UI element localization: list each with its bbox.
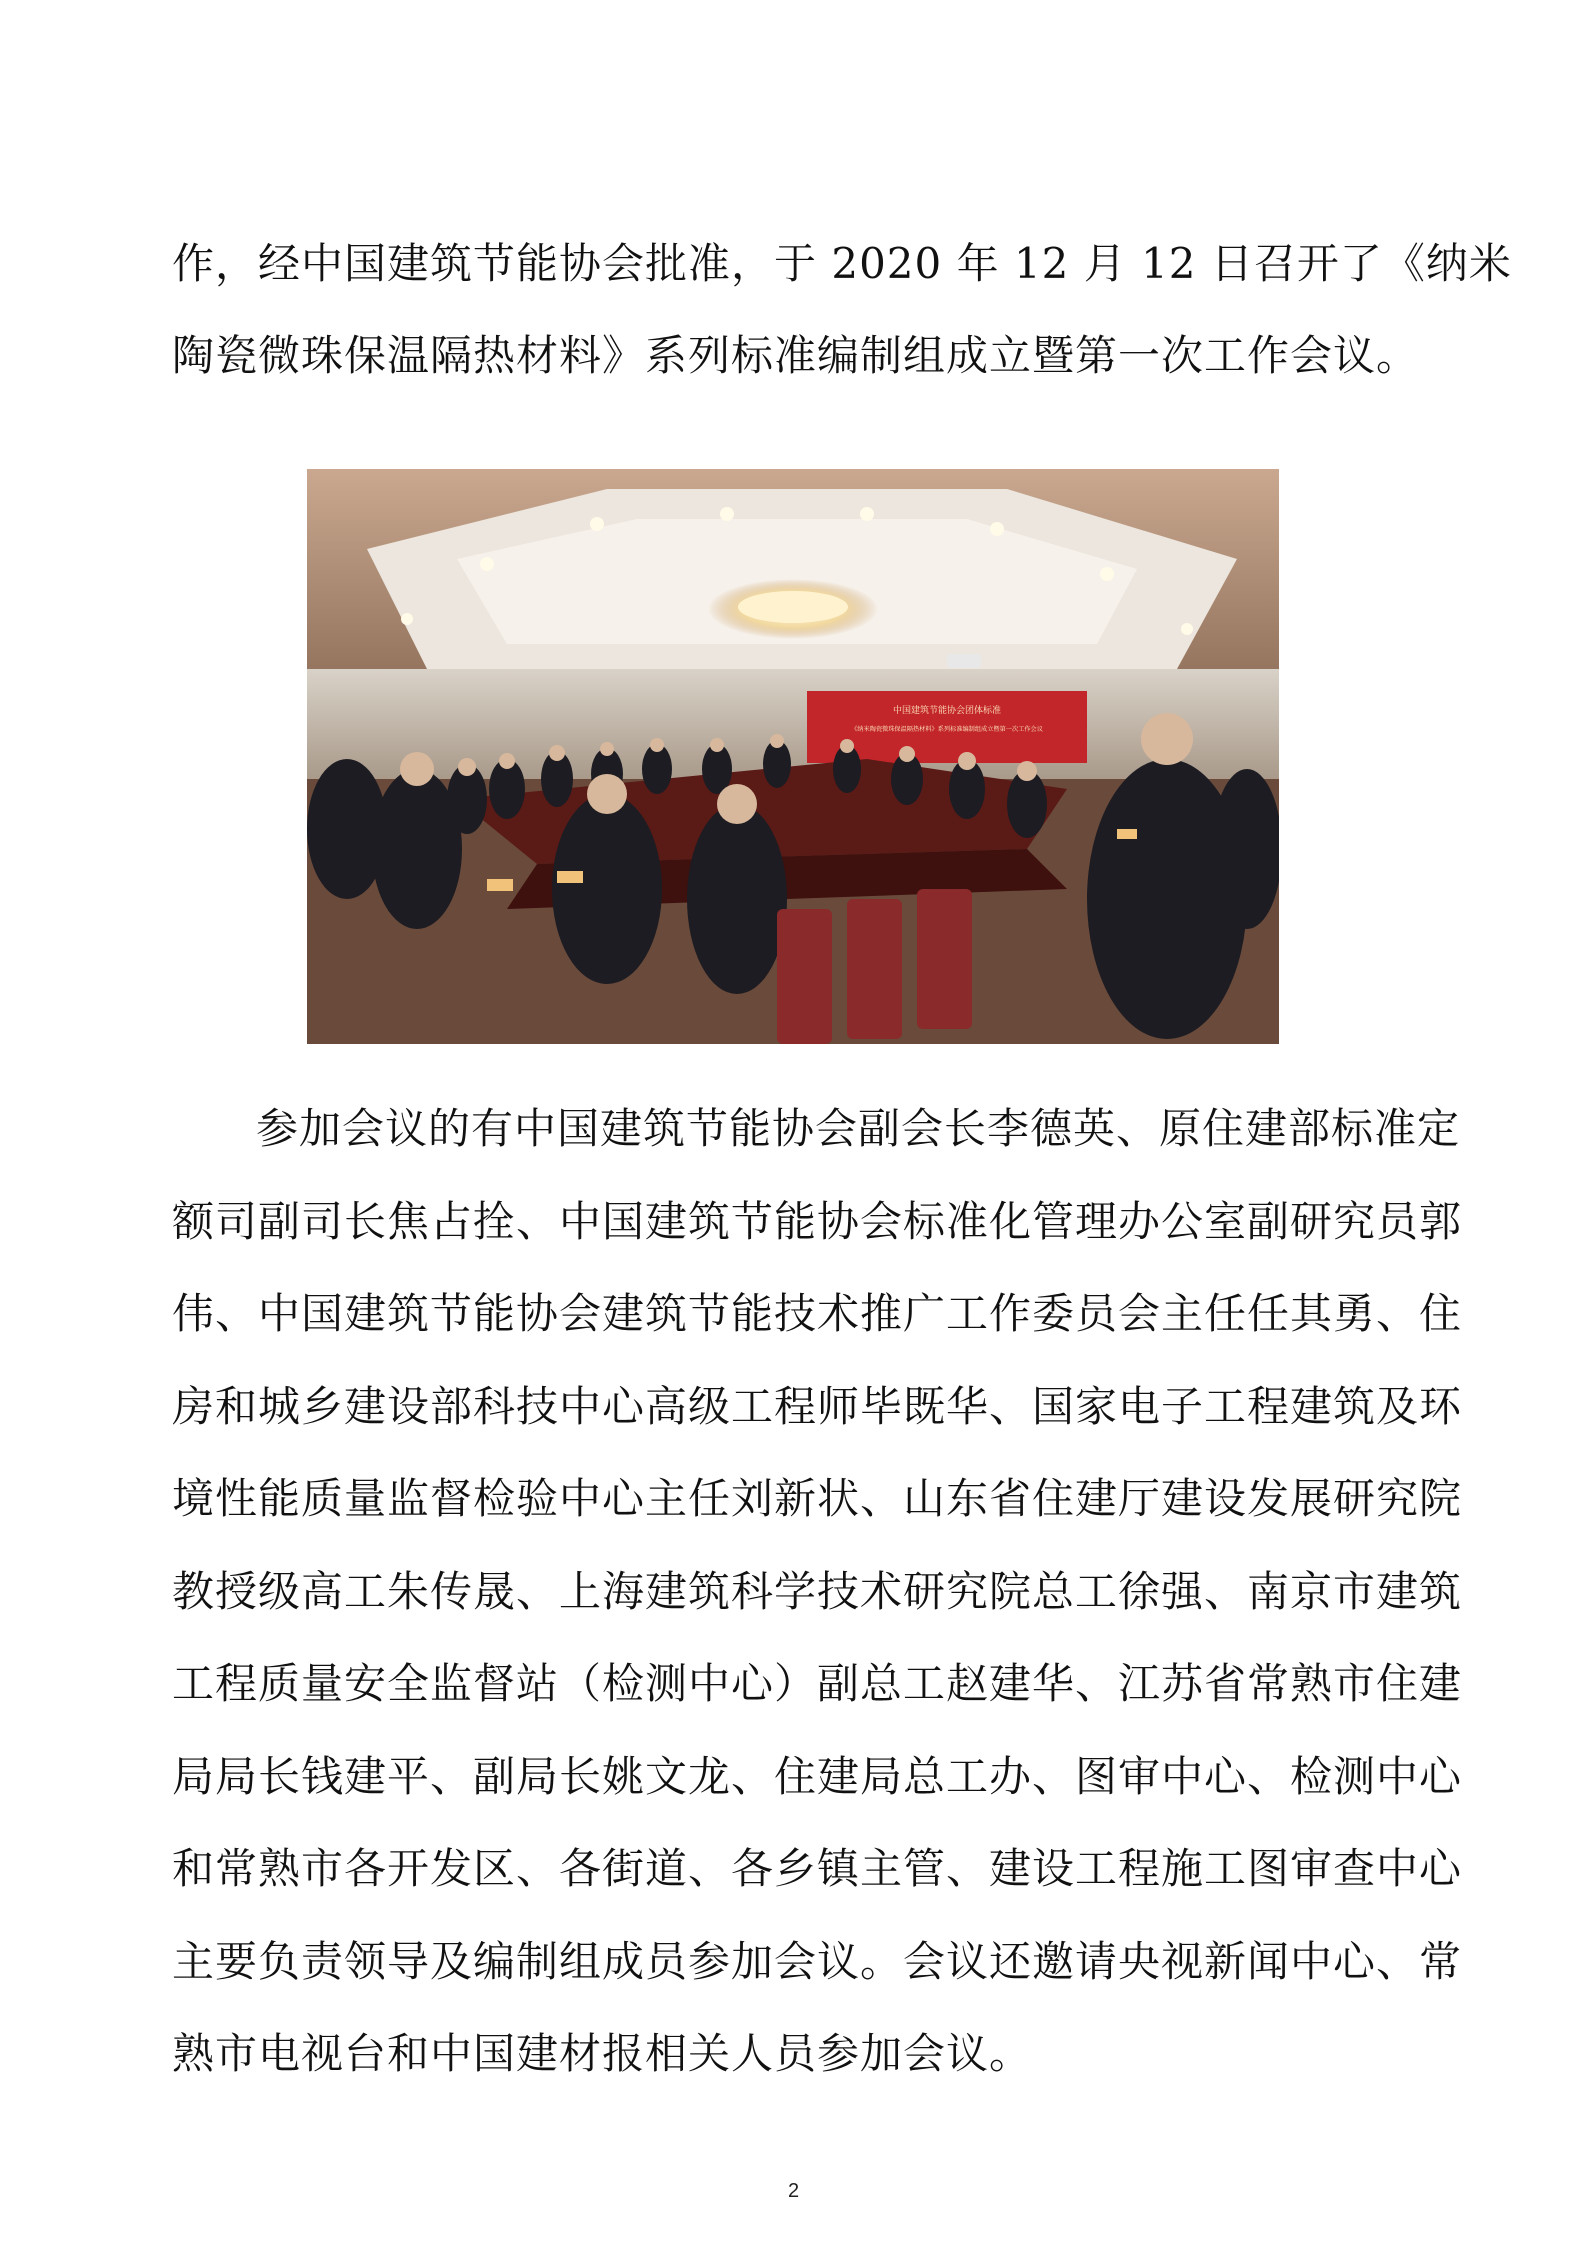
paragraph-line: 伟、中国建筑节能协会建筑节能技术推广工作委员会主任任其勇、住 (172, 1289, 1463, 1338)
paragraph-line: 房和城乡建设部科技中心高级工程师毕既华、国家电子工程建筑及环 (172, 1381, 1463, 1431)
paragraph-line: 工程质量安全监督站（检测中心）副总工赵建华、江苏省常熟市住建 (172, 1659, 1463, 1708)
banner-line: 《纳米陶瓷微珠保温隔热材料》系列标准编制组成立暨第一次工作会议 (851, 726, 1043, 733)
paragraph-line: 参加会议的有中国建筑节能协会副会长李德英、原住建部标准定 (256, 1104, 1461, 1153)
paragraph-line: 和常熟市各开发区、各街道、各乡镇主管、建设工程施工图审查中心 (172, 1844, 1463, 1893)
paragraph-line: 局局长钱建平、副局长姚文龙、住建局总工办、图审中心、检测中心 (172, 1751, 1463, 1801)
paragraph-line: 熟市电视台和中国建材报相关人员参加会议。 (172, 2029, 1033, 2078)
paragraph-line: 陶瓷微珠保温隔热材料》系列标准编制组成立暨第一次工作会议。 (172, 331, 1420, 380)
paragraph-line: 教授级高工朱传晟、上海建筑科学技术研究院总工徐强、南京市建筑 (172, 1566, 1463, 1616)
banner-line: 中国建筑节能协会团体标准 (892, 706, 1002, 716)
paragraph-2 (172, 1083, 1463, 2101)
paragraph-line: 主要负责领导及编制组成员参加会议。会议还邀请央视新闻中心、常 (172, 1936, 1463, 1986)
page-number: 2 (787, 2180, 800, 2202)
paragraph-line: 境性能质量监督检验中心主任刘新状、山东省住建厅建设发展研究院 (172, 1474, 1463, 1523)
paragraph-line: 作，经中国建筑节能协会批准，于 2020 年 12 月 12 日召开了《纳米 (172, 239, 1512, 288)
paragraph-1 (172, 218, 1512, 402)
paragraph-line: 额司副司长焦占拴、中国建筑节能协会标准化管理办公室副研究员郭 (172, 1196, 1463, 1246)
meeting-photo (307, 469, 1279, 1044)
